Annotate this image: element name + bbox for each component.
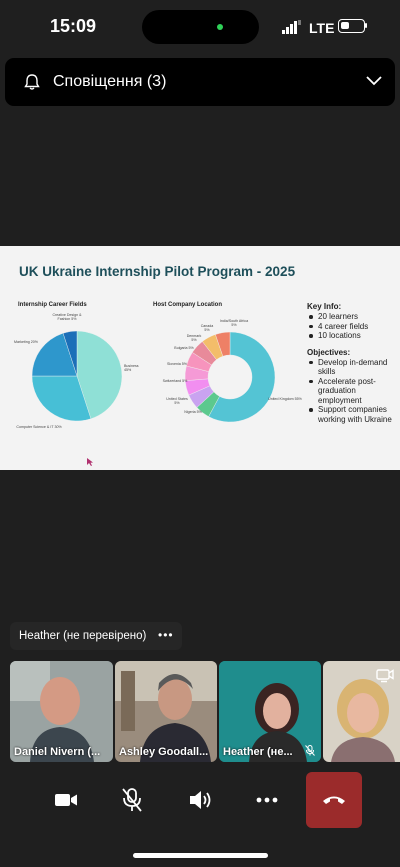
camera-indicator-dot	[217, 24, 223, 30]
participant-name: Heather (не...	[223, 746, 293, 758]
label-canada: Canada 5%	[200, 324, 214, 333]
camera-button[interactable]	[38, 772, 94, 828]
pointer-cursor-icon	[87, 458, 93, 466]
home-indicator[interactable]	[133, 853, 268, 858]
label-bulgaria: Bulgaria 5%	[174, 346, 194, 350]
key-info-panel	[307, 302, 397, 424]
speaker-icon	[188, 789, 212, 811]
label-india-south-africa: India/South Africa 5%	[219, 319, 249, 328]
key-info-item: 10 locations	[307, 331, 397, 341]
participant-name: Ashley Goodall...	[119, 746, 209, 758]
participant-name: Daniel Nivern (...	[14, 746, 101, 758]
label-slovenia: Slovenia 5%	[167, 362, 187, 366]
hang-up-button[interactable]	[306, 772, 362, 828]
call-toolbar	[0, 770, 400, 830]
label-switzerland: Switzerland 5%	[162, 379, 188, 383]
shared-screen-slide	[0, 246, 400, 470]
signal-icon	[282, 20, 302, 34]
key-info-item: 4 career fields	[307, 322, 397, 332]
label-nigeria: Nigeria 5%	[184, 410, 202, 414]
label-marketing: Marketing 20%	[14, 340, 38, 344]
label-cs-it: Computer Science & IT 30%	[16, 425, 62, 429]
mic-off-icon	[305, 745, 315, 756]
participant-tile[interactable]	[115, 661, 217, 762]
objective-item: Accelerate post-graduation employment	[307, 377, 397, 406]
label-united-kingdom: United Kingdom 55%	[268, 397, 302, 401]
battery-level	[341, 22, 349, 29]
more-options-icon[interactable]: •••	[158, 628, 174, 642]
mute-button[interactable]	[104, 772, 160, 828]
screen-share-icon[interactable]	[376, 667, 394, 683]
participant-tile[interactable]	[219, 661, 321, 762]
bell-icon	[23, 73, 41, 91]
objectives-heading: Objectives:	[307, 347, 351, 357]
chevron-down-icon[interactable]	[365, 75, 383, 87]
objective-item: Develop in-demand skills	[307, 358, 397, 377]
key-info-heading: Key Info:	[307, 302, 342, 311]
location-chart-title: Host Company Location	[153, 302, 223, 308]
dynamic-island	[142, 10, 259, 44]
label-denmark: Denmark 5%	[186, 334, 202, 343]
clock: 15:09	[50, 16, 97, 36]
label-creative: Creative Design & Fashion 5%	[52, 313, 82, 322]
video-camera-icon	[54, 791, 78, 809]
ellipsis-icon	[256, 797, 278, 803]
notifications-label: Сповіщення (3)	[53, 73, 167, 90]
key-info-item: 20 learners	[307, 312, 397, 322]
label-united-states: United States 5%	[166, 397, 188, 406]
more-button[interactable]	[239, 772, 295, 828]
mic-off-icon	[121, 788, 143, 812]
label-business: Business 45%	[124, 364, 139, 373]
status-bar	[0, 0, 400, 54]
end-call-icon	[322, 794, 346, 806]
network-type: LTE	[309, 20, 335, 36]
participant-tile[interactable]	[323, 661, 400, 762]
objective-item: Support companies working with Ukraine	[307, 405, 397, 424]
active-speaker-name: Heather (не перевірено)	[19, 630, 147, 642]
speaker-button[interactable]	[172, 772, 228, 828]
notifications-banner[interactable]	[5, 58, 395, 106]
battery-icon	[338, 19, 365, 33]
slide-title: UK Ukraine Internship Pilot Program - 2025	[19, 264, 296, 279]
career-fields-pie-chart	[27, 330, 127, 422]
active-speaker-chip[interactable]	[10, 622, 182, 650]
participant-tile[interactable]	[10, 661, 113, 762]
career-chart-title: Internship Career Fields	[18, 302, 87, 308]
